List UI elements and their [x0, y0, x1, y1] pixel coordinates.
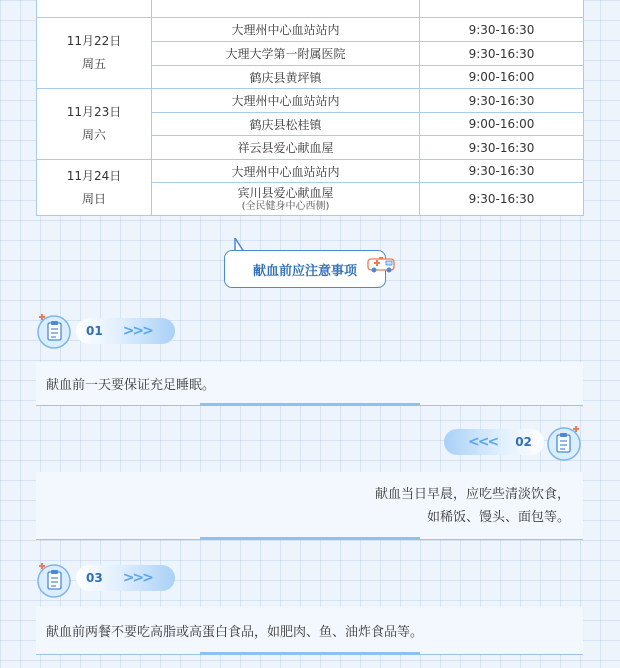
tip-text: 如稀饭、馒头、面包等。 [426, 510, 570, 525]
table-row [37, 18, 584, 42]
tip-text: 献血前两餐不要吃高脂或高蛋白食品，如肥肉、鱼、油炸食品等。 [46, 625, 424, 640]
time-cell: 9:30-16:30 [420, 89, 584, 113]
place-note: (全民健身中心西侧) [241, 201, 330, 212]
tip-header-02 [444, 429, 544, 455]
date-text: 11月24日 [66, 168, 122, 183]
place-cell [152, 0, 420, 18]
arrow-left-icon: <<< [468, 434, 498, 450]
arrow-right-icon: >>> [122, 323, 152, 339]
time-cell: 9:30-16:30 [420, 18, 584, 42]
ambulance-icon [366, 254, 398, 274]
weekday-text: 周六 [81, 128, 106, 142]
weekday-text: 周日 [81, 191, 106, 206]
tip-number: 03 [86, 571, 103, 585]
time-cell [420, 0, 584, 18]
section-title [224, 250, 386, 288]
place-cell: 大理大学第一附属医院 [152, 42, 420, 66]
weekday-text: 周五 [81, 57, 106, 71]
donation-schedule-table [36, 0, 584, 216]
place-cell: 大理州中心血站站内 [152, 18, 420, 42]
tip-card-02 [36, 472, 583, 540]
table-row [37, 160, 584, 183]
tip-header-03 [76, 565, 175, 591]
time-cell: 9:30-16:30 [420, 160, 584, 183]
date-cell [37, 89, 152, 160]
place-cell: 鹤庆县黄坪镇 [152, 66, 420, 89]
card-underline [200, 403, 420, 406]
tip-text: 献血前一天要保证充足睡眠。 [46, 378, 216, 393]
table-row [37, 89, 584, 113]
section-title-text: 献血前应注意事项 [252, 263, 357, 279]
tip-number: 02 [515, 435, 532, 449]
place-cell: 大理州中心血站站内 [152, 89, 420, 113]
date-text: 11月23日 [66, 105, 122, 119]
time-cell: 9:30-16:30 [420, 42, 584, 66]
tip-number: 01 [86, 324, 103, 338]
card-underline [200, 537, 420, 540]
tip-card-01 [36, 362, 583, 406]
arrow-right-icon: >>> [122, 570, 152, 586]
clipboard-plus-icon [36, 562, 72, 598]
clipboard-plus-icon [546, 425, 582, 461]
place-cell [152, 183, 420, 216]
place-text: 宾川县爱心献血屋 [237, 186, 334, 200]
time-cell: 9:00-16:00 [420, 113, 584, 136]
date-cell [37, 18, 152, 89]
tip-card-03 [36, 607, 583, 655]
date-text: 11月22日 [66, 34, 122, 48]
clipboard-plus-icon [36, 313, 72, 349]
time-cell: 9:00-16:00 [420, 66, 584, 89]
date-cell [37, 160, 152, 216]
table-row [37, 0, 584, 18]
place-cell: 祥云县爱心献血屋 [152, 136, 420, 160]
time-cell: 9:30-16:30 [420, 136, 584, 160]
place-cell: 大理州中心血站站内 [152, 160, 420, 183]
tip-text: 献血当日早晨，应吃些清淡饮食， [374, 487, 570, 502]
place-cell: 鹤庆县松桂镇 [152, 113, 420, 136]
time-cell: 9:30-16:30 [420, 183, 584, 216]
card-underline [200, 652, 420, 655]
tip-header-01 [76, 318, 175, 344]
